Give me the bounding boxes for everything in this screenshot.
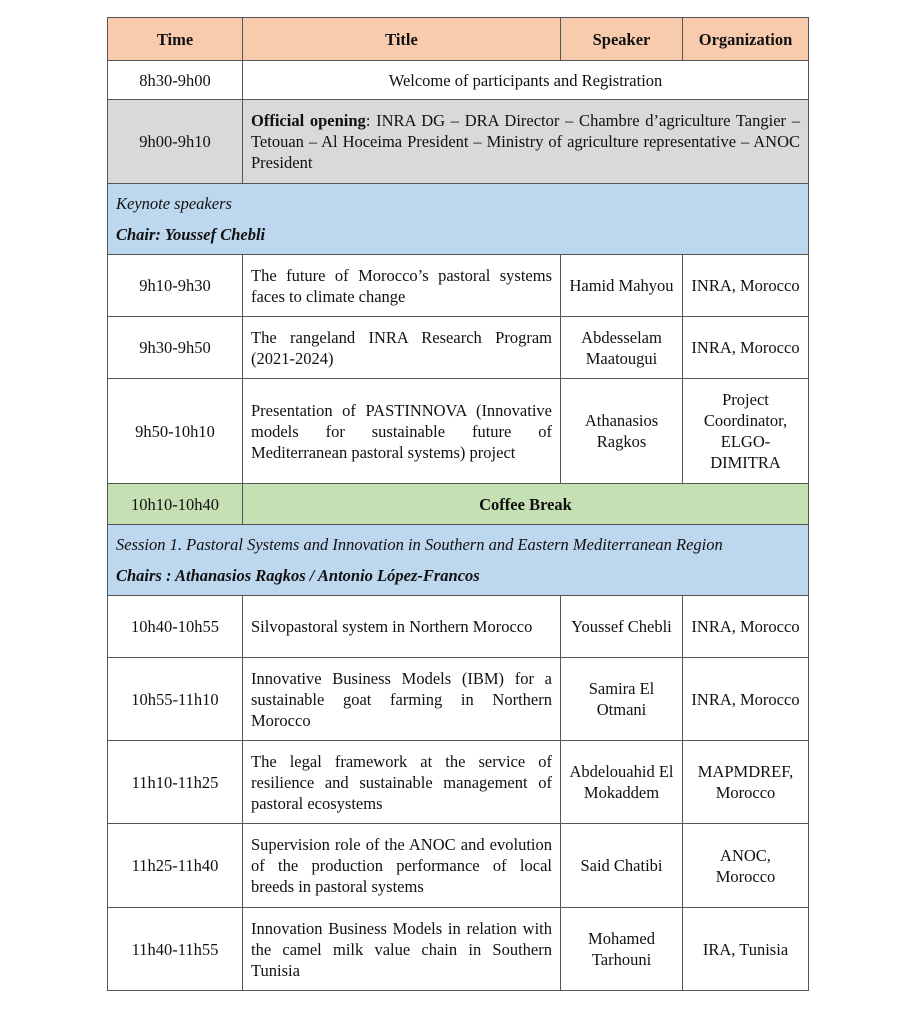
talk-title: The future of Morocco’s pastoral systems faces to climate change [243,255,561,317]
talk-title: Silvopastoral system in Northern Morocco [243,596,561,658]
talk-row [108,658,809,741]
talk-row [108,824,809,908]
talk-title: The legal framework at the service of resilience and sustainable management of pastoral ecosystems [243,741,561,824]
talk-organization: INRA, Morocco [683,596,809,658]
talk-row [108,255,809,317]
talk-row [108,379,809,484]
talk-organization: Project Coordinator, ELGO-DIMITRA [683,379,809,484]
talk-organization: INRA, Morocco [683,317,809,379]
welcome-time: 8h30-9h00 [108,61,243,100]
talk-row [108,908,809,991]
talk-title: Innovation Business Models in relation with the camel milk value chain in Southern Tunisia [243,908,561,991]
talk-speaker: Athanasios Ragkos [561,379,683,484]
talk-speaker: Abdesselam Maatougui [561,317,683,379]
talk-speaker: Said Chatibi [561,824,683,908]
keynote-session-row [108,184,809,255]
talk-row [108,596,809,658]
keynote-session-header [108,184,809,255]
coffee-break-label: Coffee Break [243,484,809,525]
talk-row [108,741,809,824]
session1-header [108,525,809,596]
header-row [108,18,809,61]
talk-title: The rangeland INRA Research Program (2021-2024) [243,317,561,379]
session1-chair: Chairs : Athanasios Ragkos / Antonio López-Francos [116,566,480,585]
talk-organization: ANOC, Morocco [683,824,809,908]
talk-organization: INRA, Morocco [683,658,809,741]
talk-time: 10h55-11h10 [108,658,243,741]
header-time: Time [108,18,243,61]
header-speaker: Speaker [561,18,683,61]
welcome-text: Welcome of participants and Registration [243,61,809,100]
opening-time: 9h00-9h10 [108,100,243,184]
talk-speaker: Samira El Otmani [561,658,683,741]
talk-speaker: Youssef Chebli [561,596,683,658]
talk-time: 9h10-9h30 [108,255,243,317]
talk-organization: MAPMDREF, Morocco [683,741,809,824]
talk-time: 9h30-9h50 [108,317,243,379]
talk-title: Presentation of PASTINNOVA (Innovative models for sustainable future of Mediterranean pastoral systems) project [243,379,561,484]
session1-row [108,525,809,596]
talk-speaker: Mohamed Tarhouni [561,908,683,991]
talk-speaker: Hamid Mahyou [561,255,683,317]
talk-organization: IRA, Tunisia [683,908,809,991]
talk-title: Supervision role of the ANOC and evolution of the production performance of local breeds in pastoral systems [243,824,561,908]
talk-time: 10h40-10h55 [108,596,243,658]
talk-organization: INRA, Morocco [683,255,809,317]
opening-row [108,100,809,184]
opening-description: : INRA DG – DRA Director – Chambre d’agriculture Tangier – Tetouan – Al Hoceima President – Ministry of agriculture representative – ANOC President [251,111,800,172]
talk-time: 11h40-11h55 [108,908,243,991]
talk-speaker: Abdelouahid El Mokaddem [561,741,683,824]
talk-row [108,317,809,379]
welcome-row [108,61,809,100]
talk-time: 11h25-11h40 [108,824,243,908]
talk-time: 11h10-11h25 [108,741,243,824]
opening-text [243,100,809,184]
coffee-break-row [108,484,809,525]
session1-name: Session 1. Pastoral Systems and Innovation in Southern and Eastern Mediterranean Region [116,535,723,554]
opening-label: Official opening [251,111,366,130]
header-organization: Organization [683,18,809,61]
talk-title: Innovative Business Models (IBM) for a sustainable goat farming in Northern Morocco [243,658,561,741]
talk-time: 9h50-10h10 [108,379,243,484]
program-table [107,17,809,991]
coffee-break-time: 10h10-10h40 [108,484,243,525]
header-title: Title [243,18,561,61]
keynote-session-name: Keynote speakers [116,194,232,213]
keynote-session-chair: Chair: Youssef Chebli [116,225,266,244]
